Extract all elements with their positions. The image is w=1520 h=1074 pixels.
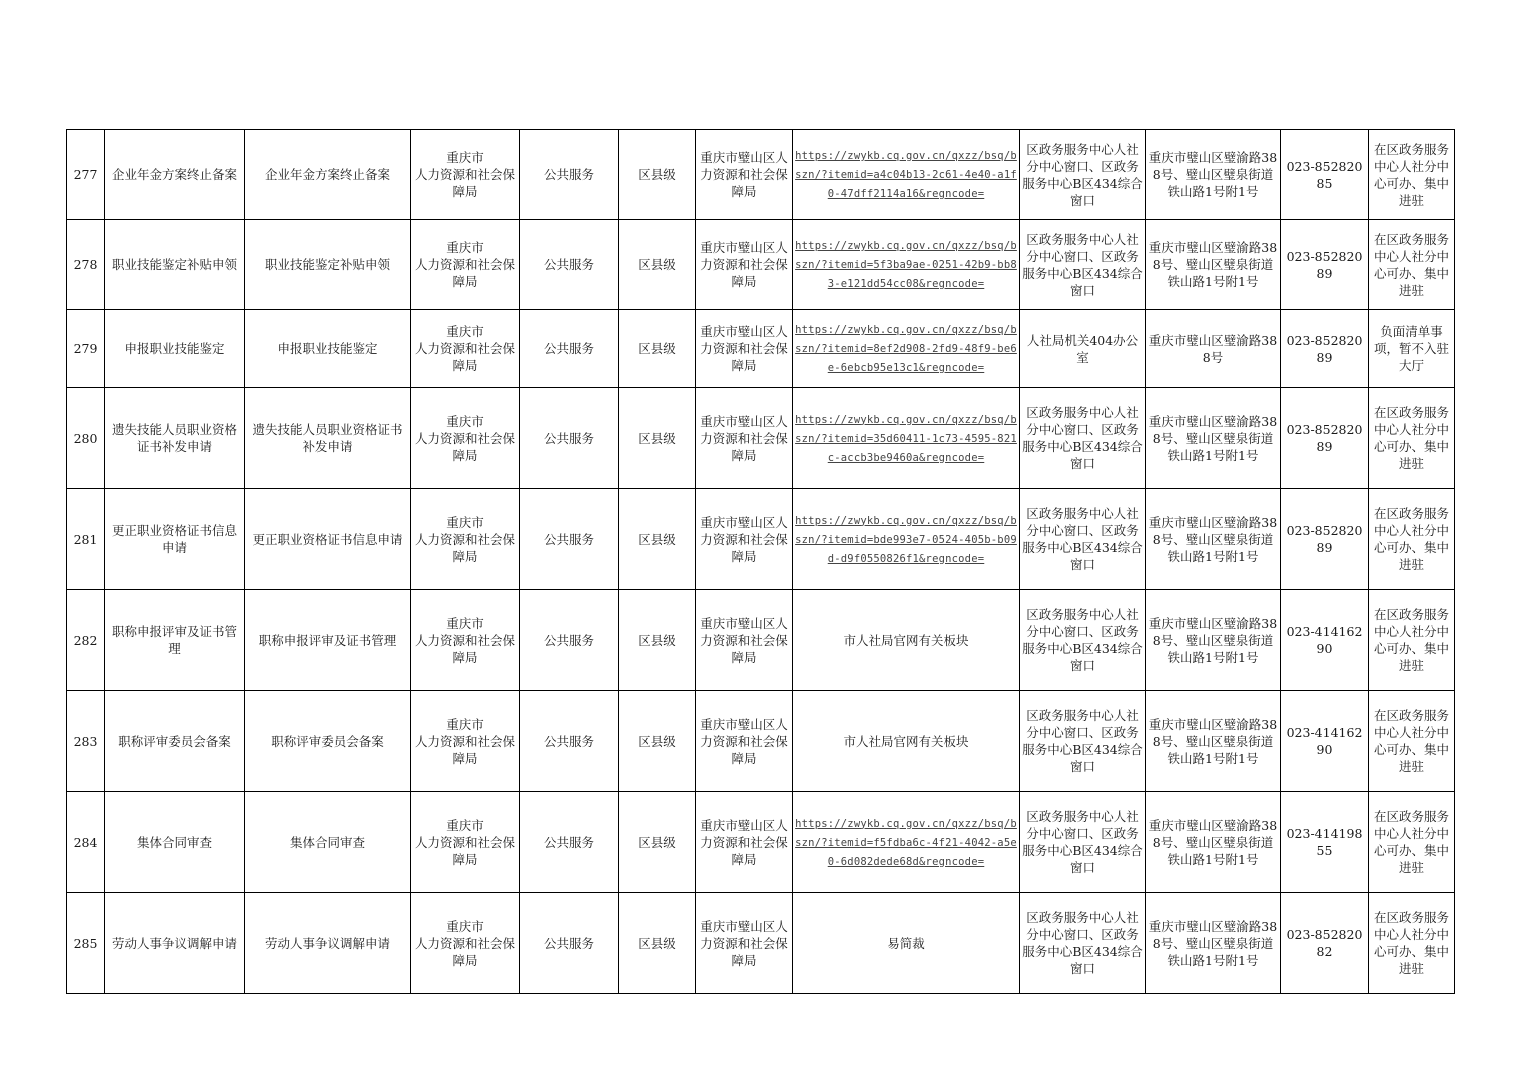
address-cell: 重庆市璧山区璧渝路388号、璧山区璧泉街道铁山路1号附1号 bbox=[1146, 220, 1281, 310]
service-guide-link[interactable]: https://zwykb.cq.gov.cn/qxzz/bsq/bszn/?itemid=f5fdba6c-4f21-4042-a5e0-6d082dede68d&regncode= bbox=[795, 817, 1017, 868]
row-number-cell: 279 bbox=[67, 310, 105, 388]
address-cell: 重庆市璧山区璧渝路388号 bbox=[1146, 310, 1281, 388]
department-cell: 重庆市 人力资源和社会保障局 bbox=[411, 691, 520, 792]
service-type-cell: 公共服务 bbox=[520, 388, 619, 489]
service-location-cell: 区政务服务中心人社分中心窗口、区政务服务中心B区434综合窗口 bbox=[1020, 388, 1146, 489]
note-cell: 在区政务服务中心人社分中心可办、集中进驻 bbox=[1369, 489, 1455, 590]
note-cell: 在区政务服务中心人社分中心可办、集中进驻 bbox=[1369, 130, 1455, 220]
item-name-cell: 更正职业资格证书信息申请 bbox=[105, 489, 245, 590]
item-name-cell: 集体合同审查 bbox=[105, 792, 245, 893]
agency-cell: 重庆市璧山区人力资源和社会保障局 bbox=[696, 691, 793, 792]
service-location-cell: 区政务服务中心人社分中心窗口、区政务服务中心B区434综合窗口 bbox=[1020, 691, 1146, 792]
row-number-cell: 282 bbox=[67, 590, 105, 691]
online-link-cell: 市人社局官网有关板块 bbox=[793, 590, 1020, 691]
note-cell: 负面清单事项，暂不入驻大厅 bbox=[1369, 310, 1455, 388]
service-guide-link[interactable]: https://zwykb.cq.gov.cn/qxzz/bsq/bszn/?itemid=35d60411-1c73-4595-821c-accb3be9460a&regncode= bbox=[795, 413, 1017, 464]
online-link-cell bbox=[793, 388, 1020, 489]
item-name-cell: 申报职业技能鉴定 bbox=[105, 310, 245, 388]
row-number-cell: 284 bbox=[67, 792, 105, 893]
service-type-cell: 公共服务 bbox=[520, 310, 619, 388]
phone-cell: 023-41416290 bbox=[1281, 691, 1369, 792]
address-cell: 重庆市璧山区璧渝路388号、璧山区璧泉街道铁山路1号附1号 bbox=[1146, 590, 1281, 691]
agency-cell: 重庆市璧山区人力资源和社会保障局 bbox=[696, 220, 793, 310]
online-link-cell: 易简裁 bbox=[793, 893, 1020, 994]
note-cell: 在区政务服务中心人社分中心可办、集中进驻 bbox=[1369, 792, 1455, 893]
level-cell: 区县级 bbox=[619, 130, 696, 220]
phone-cell: 023-85282082 bbox=[1281, 893, 1369, 994]
agency-cell: 重庆市璧山区人力资源和社会保障局 bbox=[696, 893, 793, 994]
row-number-cell: 281 bbox=[67, 489, 105, 590]
phone-cell: 023-85282089 bbox=[1281, 388, 1369, 489]
table-body bbox=[67, 130, 1455, 994]
level-cell: 区县级 bbox=[619, 590, 696, 691]
row-number-cell: 283 bbox=[67, 691, 105, 792]
agency-cell: 重庆市璧山区人力资源和社会保障局 bbox=[696, 489, 793, 590]
address-cell: 重庆市璧山区璧渝路388号、璧山区璧泉街道铁山路1号附1号 bbox=[1146, 893, 1281, 994]
note-cell: 在区政务服务中心人社分中心可办、集中进驻 bbox=[1369, 893, 1455, 994]
item-name-cell: 企业年金方案终止备案 bbox=[105, 130, 245, 220]
table-row bbox=[67, 489, 1455, 590]
item-name-cell: 劳动人事争议调解申请 bbox=[105, 893, 245, 994]
item-name-cell: 职业技能鉴定补贴申领 bbox=[105, 220, 245, 310]
level-cell: 区县级 bbox=[619, 310, 696, 388]
phone-cell: 023-85282089 bbox=[1281, 310, 1369, 388]
table-row bbox=[67, 130, 1455, 220]
sub-item-name-cell: 劳动人事争议调解申请 bbox=[245, 893, 411, 994]
note-cell: 在区政务服务中心人社分中心可办、集中进驻 bbox=[1369, 220, 1455, 310]
item-name-cell: 遗失技能人员职业资格证书补发申请 bbox=[105, 388, 245, 489]
service-location-cell: 区政务服务中心人社分中心窗口、区政务服务中心B区434综合窗口 bbox=[1020, 590, 1146, 691]
level-cell: 区县级 bbox=[619, 893, 696, 994]
online-link-cell bbox=[793, 792, 1020, 893]
sub-item-name-cell: 职业技能鉴定补贴申领 bbox=[245, 220, 411, 310]
address-cell: 重庆市璧山区璧渝路388号、璧山区璧泉街道铁山路1号附1号 bbox=[1146, 691, 1281, 792]
row-number-cell: 285 bbox=[67, 893, 105, 994]
sub-item-name-cell: 集体合同审查 bbox=[245, 792, 411, 893]
service-type-cell: 公共服务 bbox=[520, 489, 619, 590]
service-guide-link[interactable]: https://zwykb.cq.gov.cn/qxzz/bsq/bszn/?itemid=5f3ba9ae-0251-42b9-bb83-e121dd54cc08&regncode= bbox=[795, 240, 1017, 290]
department-cell: 重庆市 人力资源和社会保障局 bbox=[411, 590, 520, 691]
agency-cell: 重庆市璧山区人力资源和社会保障局 bbox=[696, 792, 793, 893]
service-type-cell: 公共服务 bbox=[520, 691, 619, 792]
note-cell: 在区政务服务中心人社分中心可办、集中进驻 bbox=[1369, 590, 1455, 691]
table-row bbox=[67, 691, 1455, 792]
agency-cell: 重庆市璧山区人力资源和社会保障局 bbox=[696, 388, 793, 489]
table-row bbox=[67, 310, 1455, 388]
service-type-cell: 公共服务 bbox=[520, 792, 619, 893]
phone-cell: 023-85282089 bbox=[1281, 489, 1369, 590]
agency-cell: 重庆市璧山区人力资源和社会保障局 bbox=[696, 310, 793, 388]
phone-cell: 023-41416290 bbox=[1281, 590, 1369, 691]
level-cell: 区县级 bbox=[619, 792, 696, 893]
table-row bbox=[67, 792, 1455, 893]
service-items-table bbox=[66, 129, 1455, 994]
online-link-cell: 市人社局官网有关板块 bbox=[793, 691, 1020, 792]
service-location-cell: 人社局机关404办公室 bbox=[1020, 310, 1146, 388]
note-cell: 在区政务服务中心人社分中心可办、集中进驻 bbox=[1369, 691, 1455, 792]
service-location-cell: 区政务服务中心人社分中心窗口、区政务服务中心B区434综合窗口 bbox=[1020, 130, 1146, 220]
department-cell: 重庆市 人力资源和社会保障局 bbox=[411, 893, 520, 994]
table-row bbox=[67, 893, 1455, 994]
level-cell: 区县级 bbox=[619, 489, 696, 590]
row-number-cell: 278 bbox=[67, 220, 105, 310]
sub-item-name-cell: 企业年金方案终止备案 bbox=[245, 130, 411, 220]
service-guide-link[interactable]: https://zwykb.cq.gov.cn/qxzz/bsq/bszn/?itemid=a4c04b13-2c61-4e40-a1f0-47dff2114a16&regncode= bbox=[795, 150, 1017, 200]
sub-item-name-cell: 申报职业技能鉴定 bbox=[245, 310, 411, 388]
row-number-cell: 280 bbox=[67, 388, 105, 489]
row-number-cell: 277 bbox=[67, 130, 105, 220]
sub-item-name-cell: 职称评审委员会备案 bbox=[245, 691, 411, 792]
department-cell: 重庆市 人力资源和社会保障局 bbox=[411, 388, 520, 489]
table-row bbox=[67, 220, 1455, 310]
phone-cell: 023-41419855 bbox=[1281, 792, 1369, 893]
item-name-cell: 职称申报评审及证书管理 bbox=[105, 590, 245, 691]
note-cell: 在区政务服务中心人社分中心可办、集中进驻 bbox=[1369, 388, 1455, 489]
department-cell: 重庆市 人力资源和社会保障局 bbox=[411, 792, 520, 893]
agency-cell: 重庆市璧山区人力资源和社会保障局 bbox=[696, 130, 793, 220]
table-row bbox=[67, 388, 1455, 489]
service-location-cell: 区政务服务中心人社分中心窗口、区政务服务中心B区434综合窗口 bbox=[1020, 893, 1146, 994]
service-location-cell: 区政务服务中心人社分中心窗口、区政务服务中心B区434综合窗口 bbox=[1020, 489, 1146, 590]
service-location-cell: 区政务服务中心人社分中心窗口、区政务服务中心B区434综合窗口 bbox=[1020, 220, 1146, 310]
online-link-cell bbox=[793, 220, 1020, 310]
department-cell: 重庆市 人力资源和社会保障局 bbox=[411, 310, 520, 388]
level-cell: 区县级 bbox=[619, 691, 696, 792]
department-cell: 重庆市 人力资源和社会保障局 bbox=[411, 130, 520, 220]
service-guide-link[interactable]: https://zwykb.cq.gov.cn/qxzz/bsq/bszn/?itemid=bde993e7-0524-405b-b09d-d9f0550826f1&regncode= bbox=[795, 514, 1017, 565]
address-cell: 重庆市璧山区璧渝路388号、璧山区璧泉街道铁山路1号附1号 bbox=[1146, 792, 1281, 893]
level-cell: 区县级 bbox=[619, 388, 696, 489]
service-guide-link[interactable]: https://zwykb.cq.gov.cn/qxzz/bsq/bszn/?itemid=8ef2d908-2fd9-48f9-be6e-6ebcb95e13c1&regncode= bbox=[795, 324, 1017, 374]
service-type-cell: 公共服务 bbox=[520, 590, 619, 691]
agency-cell: 重庆市璧山区人力资源和社会保障局 bbox=[696, 590, 793, 691]
level-cell: 区县级 bbox=[619, 220, 696, 310]
online-link-cell bbox=[793, 310, 1020, 388]
address-cell: 重庆市璧山区璧渝路388号、璧山区璧泉街道铁山路1号附1号 bbox=[1146, 130, 1281, 220]
address-cell: 重庆市璧山区璧渝路388号、璧山区璧泉街道铁山路1号附1号 bbox=[1146, 388, 1281, 489]
phone-cell: 023-85282089 bbox=[1281, 220, 1369, 310]
address-cell: 重庆市璧山区璧渝路388号、璧山区璧泉街道铁山路1号附1号 bbox=[1146, 489, 1281, 590]
item-name-cell: 职称评审委员会备案 bbox=[105, 691, 245, 792]
phone-cell: 023-85282085 bbox=[1281, 130, 1369, 220]
service-type-cell: 公共服务 bbox=[520, 220, 619, 310]
sub-item-name-cell: 职称申报评审及证书管理 bbox=[245, 590, 411, 691]
service-type-cell: 公共服务 bbox=[520, 130, 619, 220]
online-link-cell bbox=[793, 489, 1020, 590]
department-cell: 重庆市 人力资源和社会保障局 bbox=[411, 489, 520, 590]
table-row bbox=[67, 590, 1455, 691]
service-location-cell: 区政务服务中心人社分中心窗口、区政务服务中心B区434综合窗口 bbox=[1020, 792, 1146, 893]
service-type-cell: 公共服务 bbox=[520, 893, 619, 994]
online-link-cell bbox=[793, 130, 1020, 220]
sub-item-name-cell: 遗失技能人员职业资格证书补发申请 bbox=[245, 388, 411, 489]
department-cell: 重庆市 人力资源和社会保障局 bbox=[411, 220, 520, 310]
sub-item-name-cell: 更正职业资格证书信息申请 bbox=[245, 489, 411, 590]
